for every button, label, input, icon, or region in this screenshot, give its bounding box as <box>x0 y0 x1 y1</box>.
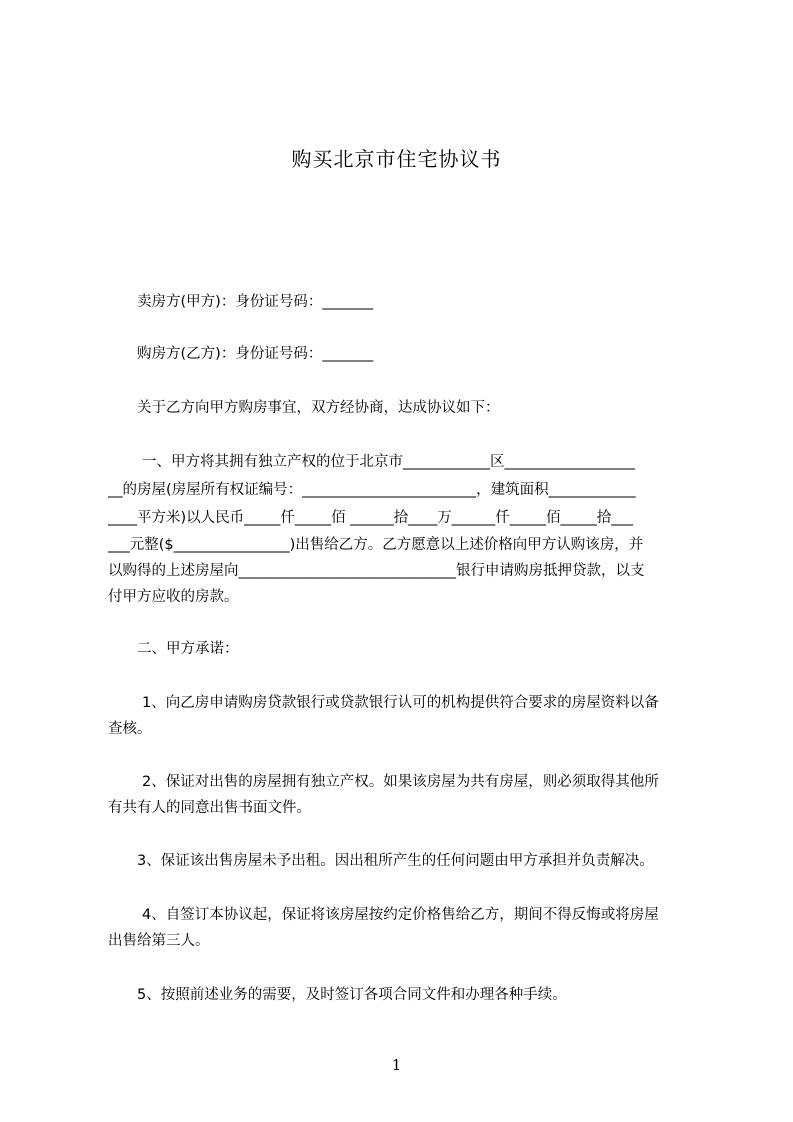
clause-1-line-3: ____平方米)以人民币_____仟_____佰 ______拾____万______仟_____佰_____拾___ <box>108 510 634 526</box>
clause-1-line-4: ___元整($________________)出售给乙方。乙方愿意以上述价格向甲方认购该房，并 <box>108 537 644 553</box>
promise-3-line: 3、保证该出售房屋未予出租。因出租所产生的任何问题由甲方承担并负责解决。 <box>137 853 654 869</box>
clause-1-line-1: 一、甲方将其拥有独立产权的位于北京市____________区__________________ <box>142 454 635 470</box>
clause-1-line-5: 以购得的上述房屋向______________________________银行申请购房抵押贷款，以支 <box>108 563 645 579</box>
page-number: 1 <box>391 1056 402 1074</box>
intro-line: 关于乙方向甲方购房事宜，双方经协商，达成协议如下： <box>137 400 500 416</box>
clause-1-line-6: 付甲方应收的房款。 <box>108 589 239 605</box>
document-title: 购买北京市住宅协议书 <box>291 147 502 171</box>
clause-2-heading: 二、甲方承诺： <box>137 641 239 657</box>
buyer-line: 购房方(乙方)：身份证号码：_______ <box>137 346 374 362</box>
promise-2-line-1: 2、保证对出售的房屋拥有独立产权。如果该房屋为共有房屋，则必须取得其他所 <box>142 774 659 790</box>
promise-4-line-1: 4、自签订本协议起，保证将该房屋按约定价格售给乙方，期间不得反悔或将房屋 <box>142 907 659 923</box>
promise-4-line-2: 出售给第三人。 <box>108 933 210 949</box>
promise-1-line-1: 1、向乙房申请购房贷款银行或贷款银行认可的机构提供符合要求的房屋资料以备 <box>142 695 659 711</box>
promise-2-line-2: 有共有人的同意出售书面文件。 <box>108 800 311 816</box>
promise-5-line: 5、按照前述业务的需要，及时签订各项合同文件和办理各种手续。 <box>137 987 567 1003</box>
clause-1-line-2: __的房屋(房屋所有权证编号：________________________，建筑面积____________ <box>108 482 636 498</box>
seller-line: 卖房方(甲方)：身份证号码：_______ <box>137 294 374 310</box>
promise-1-line-2: 查核。 <box>108 721 152 737</box>
